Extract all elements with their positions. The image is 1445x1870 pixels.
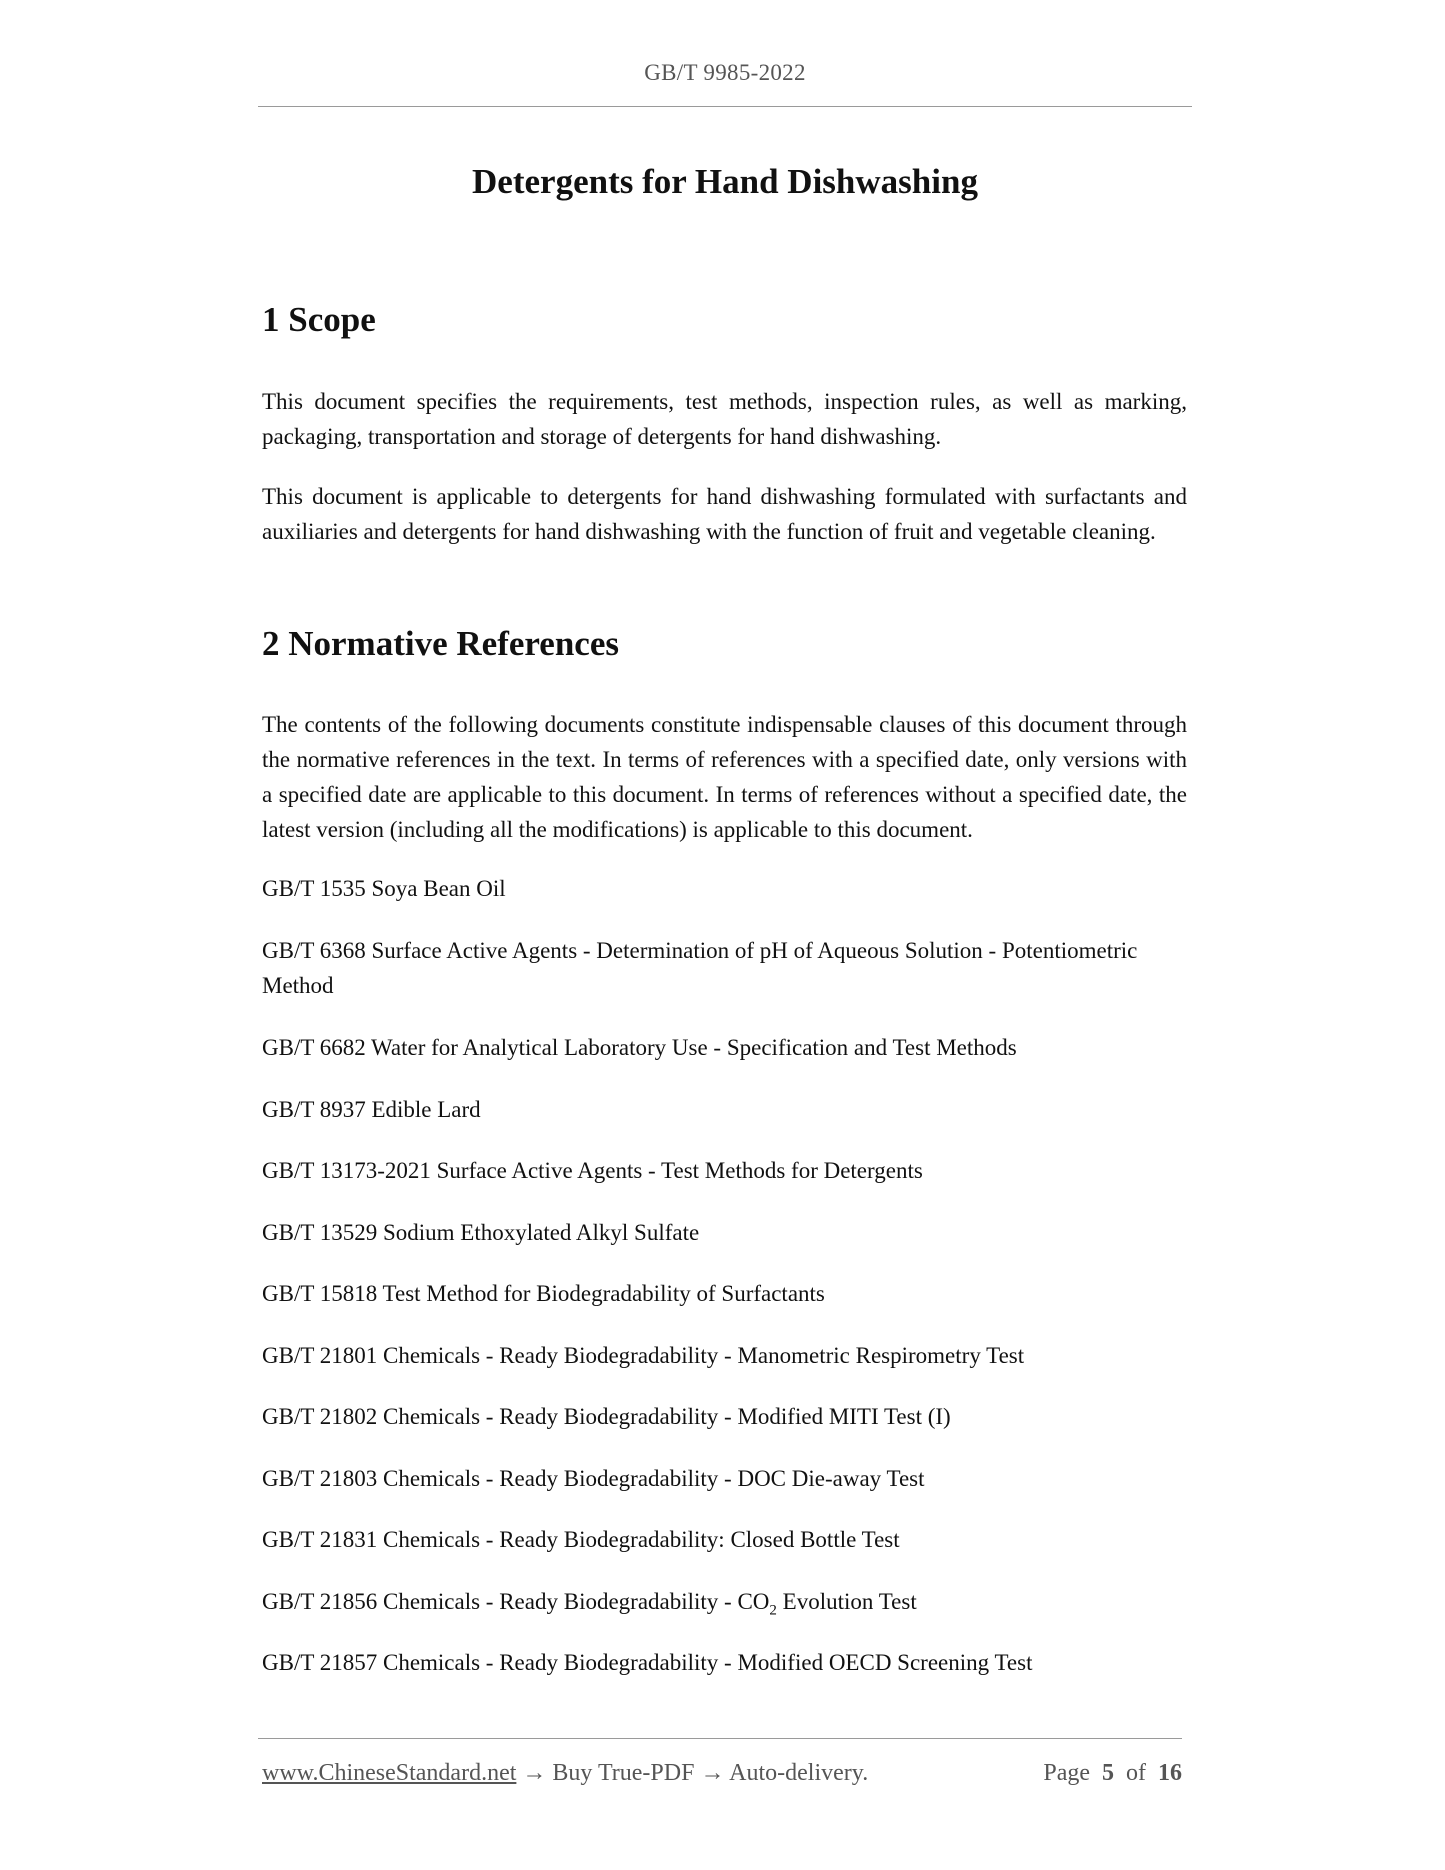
scope-paragraph-2: This document is applicable to detergents for hand dishwashing formulated with surfactants and auxiliaries and detergents for hand dishwashing with the function of fruit and vegetable cleaning. [262, 484, 1187, 544]
running-header: GB/T 9985-2022 [644, 60, 806, 85]
reference-item: GB/T 13173-2021 Surface Active Agents - Test Methods for Detergents [262, 1158, 923, 1183]
reference-item: GB/T 8937 Edible Lard [262, 1097, 481, 1122]
page-of-label: of [1126, 1760, 1146, 1786]
footer-promo [262, 1757, 868, 1789]
page-label: Page [1043, 1760, 1090, 1786]
scope-paragraph-1: This document specifies the requirements, test methods, inspection rules, as well as marking, packaging, transportation and storage of detergents for hand dishwashing. [262, 389, 1187, 449]
reference-item: GB/T 21801 Chemicals - Ready Biodegradability - Manometric Respirometry Test [262, 1343, 1025, 1368]
page-current: 5 [1102, 1760, 1114, 1786]
reference-item: GB/T 1535 Soya Bean Oil [262, 876, 506, 901]
reference-text: Evolution Test [776, 1589, 917, 1614]
footer-divider [258, 1738, 1182, 1739]
arrow-right-icon: → [700, 1760, 725, 1786]
reference-item: GB/T 21802 Chemicals - Ready Biodegradability - Modified MITI Test (I) [262, 1404, 951, 1429]
reference-item: GB/T 15818 Test Method for Biodegradability of Surfactants [262, 1281, 825, 1306]
page-total: 16 [1158, 1760, 1182, 1786]
reference-text: GB/T 21856 Chemicals - Ready Biodegradability - CO [262, 1589, 770, 1614]
delivery-text: Auto-delivery. [724, 1760, 869, 1786]
section-heading-scope: 1 Scope [262, 300, 376, 339]
reference-item-co2 [262, 1584, 1187, 1619]
document-title: Detergents for Hand Dishwashing [472, 162, 978, 201]
page-indicator [1043, 1757, 1182, 1789]
reference-item: GB/T 6682 Water for Analytical Laboratory Use - Specification and Test Methods [262, 1035, 1017, 1060]
section-heading-normative-references: 2 Normative References [262, 624, 619, 663]
arrow-right-icon: → [522, 1760, 547, 1786]
reference-item: GB/T 6368 Surface Active Agents - Determination of pH of Aqueous Solution - Potentiometric Method [262, 938, 1138, 998]
website-link[interactable]: www.ChineseStandard.net [262, 1760, 517, 1786]
normative-intro-paragraph: The contents of the following documents constitute indispensable clauses of this document through the normative references in the text. In terms of references with a specified date, only versions with a specified date are applicable to this document. In terms of references without a specified date, the latest version (including all the modifications) is applicable to this document. [262, 712, 1187, 842]
header-divider [258, 106, 1192, 107]
reference-item: GB/T 21803 Chemicals - Ready Biodegradability - DOC Die-away Test [262, 1466, 925, 1491]
reference-item: GB/T 21857 Chemicals - Ready Biodegradability - Modified OECD Screening Test [262, 1650, 1033, 1675]
reference-item: GB/T 13529 Sodium Ethoxylated Alkyl Sulfate [262, 1220, 700, 1245]
reference-item: GB/T 21831 Chemicals - Ready Biodegradability: Closed Bottle Test [262, 1527, 900, 1552]
buy-text: Buy True-PDF [546, 1760, 701, 1786]
subscript-two: 2 [769, 1602, 777, 1619]
